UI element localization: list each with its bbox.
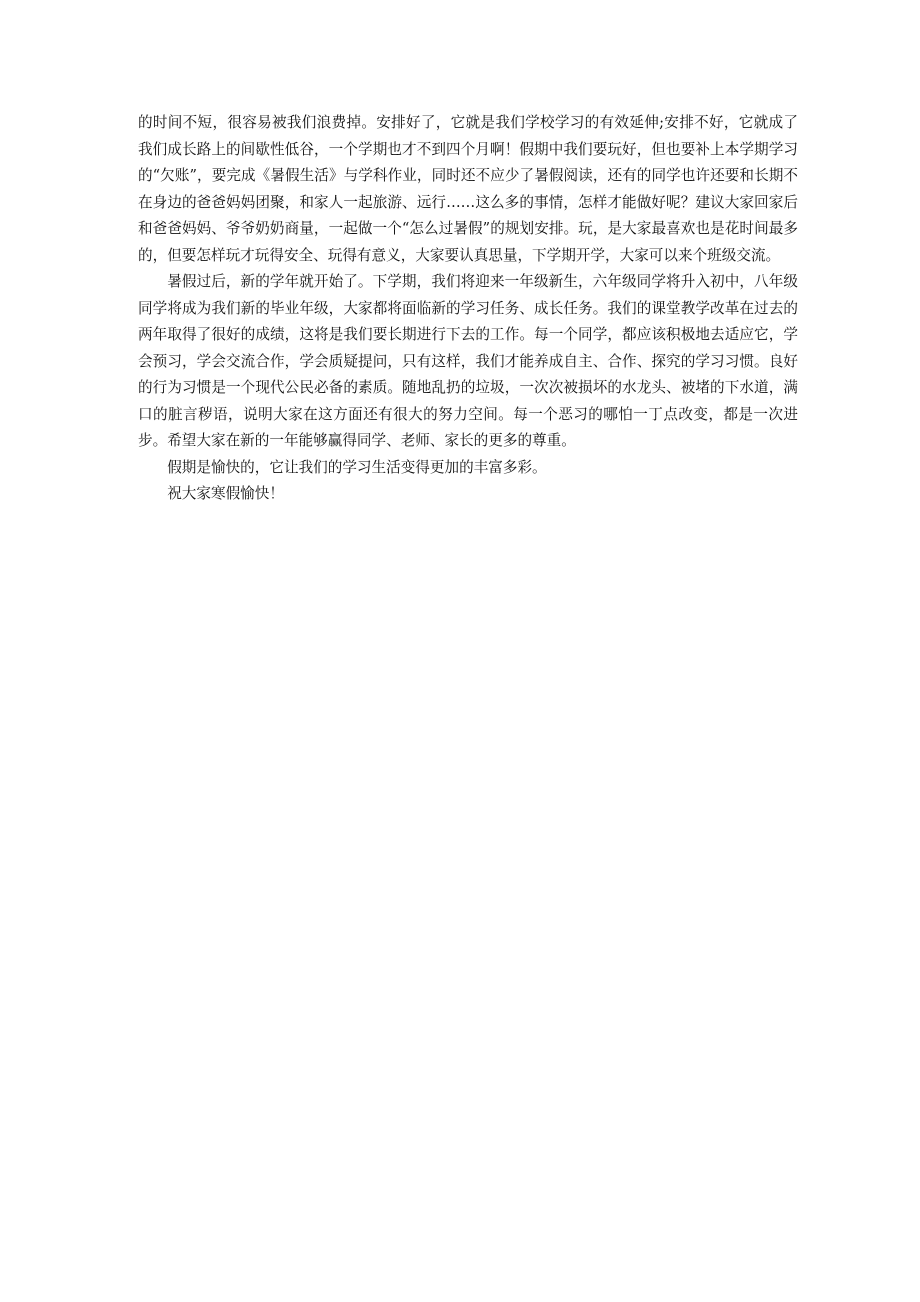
paragraph-holiday-joy: 假期是愉快的，它让我们的学习生活变得更加的丰富多彩。 <box>167 458 547 476</box>
paragraph-new-school-year: 暑假过后，新的学年就开始了。下学期，我们将迎来一年级新生，六年级同学将升入初中，八年级同学将成为我们新的毕业年级，大家都将面临新的学习任务、成长任务。我们的课堂教学改革在过去的两年取得了很好的成绩，这将是我们要长期进行下去的工作。每一个同学，都应该积极地去适应它，学会预习，学会交流合作，学会质疑提问，只有这样，我们才能养成自主、合作、探究的学习习惯。良好的行为习惯是一个现代公民必备的素质。随地乱扔的垃圾，一次次被损坏的水龙头、被堵的下水道，满口的脏言秽语，说明大家在这方面还有很大的努力空间。每一个恶习的哪怕一丁点改变，都是一次进步。希望大家在新的一年能够赢得同学、老师、家长的更多的尊重。 <box>138 273 798 449</box>
paragraph-continuation: 的时间不短，很容易被我们浪费掉。安排好了，它就是我们学校学习的有效延伸;安排不好，它就成了我们成长路上的间歇性低谷，一个学期也才不到四个月啊！假期中我们要玩好，但也要补上本学期学习的“欠账”，要完成《暑假生活》与学科作业，同时还不应少了暑假阅读，还有的同学也许还要和长期不在身边的爸爸妈妈团聚，和家人一起旅游、远行……这么多的事情，怎样才能做好呢？建议大家回家后和爸爸妈妈、爷爷奶奶商量，一起做一个“怎么过暑假”的规划安排。玩，是大家最喜欢也是花时间最多的，但要怎样玩才玩得安全、玩得有意义，大家要认真思量，下学期开学，大家可以来个班级交流。 <box>138 114 798 264</box>
paragraph-closing-wish: 祝大家寒假愉快！ <box>167 485 284 502</box>
document-body <box>138 110 798 508</box>
